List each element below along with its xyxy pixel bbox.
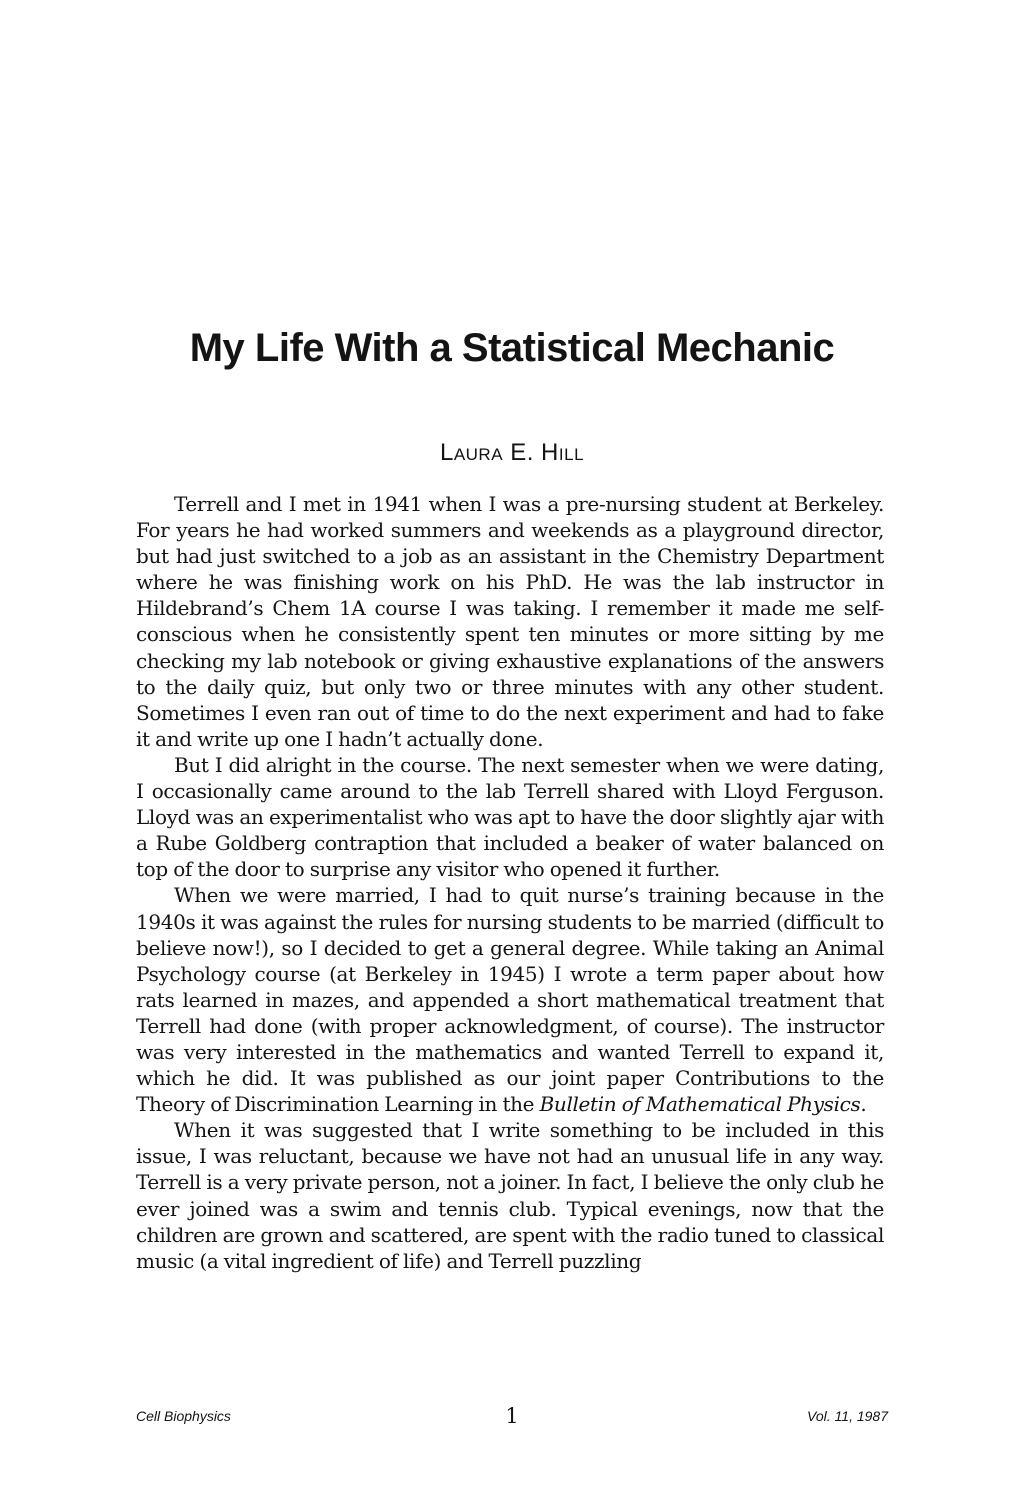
journal-citation: Bulletin of Mathematical Physics: [539, 1092, 861, 1117]
article-title: My Life With a Statistical Mechanic: [189, 326, 835, 370]
page-footer: [136, 1404, 888, 1434]
page-number: 1: [505, 1404, 519, 1428]
author-name: Laura E. Hill: [439, 439, 585, 466]
footer-volume: Vol. 11, 1987: [807, 1408, 888, 1424]
paragraph: Terrell and I met in 1941 when I was a pre-nursing student at Berkeley. For years he had worked summers and weekends as a playground director, but had just switched to a job as an assistant in the Chemistry Department where he was finishing work on his PhD. He was the lab instructor in Hildebrand’s Chem 1A course I was taking. I remember it made me self-conscious when he consistently spent ten minutes or more sitting by me checking my lab notebook or giving exhaustive explanations of the answers to the daily quiz, but only two or three minutes with any other student. Sometimes I even ran out of time to do the next experiment and had to fake it and write up one I hadn’t actually done.: [136, 492, 884, 751]
footer-journal: Cell Biophysics: [136, 1408, 231, 1424]
article-body: [136, 491, 884, 1274]
paragraph-end: .: [860, 1092, 867, 1117]
paragraph-text: When we were married, I had to quit nurse’s training because in the 1940s it was against the rules for nursing students to be married (difficult to believe now!), so I decided to get a general degree. While taking an Animal Psychology course (at Berkeley in 1945) I wrote a term paper about how rats learned in mazes, and appended a short mathematical treatment that Terrell had done (with proper acknowledgment, of course). The instructor was very interested in the mathematics and wanted Terrell to expand it, which he did. It was published as our joint paper Contributions to the Theory of Discrimination Learning in the: [136, 883, 884, 1117]
paragraph: But I did alright in the course. The next semester when we were dating, I occasionally came around to the lab Terrell shared with Lloyd Ferguson. Lloyd was an experimentalist who was apt to have the door slightly ajar with a Rube Goldberg contraption that included a beaker of water balanced on top of the door to surprise any visitor who opened it further.: [136, 752, 884, 882]
paragraph: [136, 882, 884, 1117]
paragraph: When it was suggested that I write something to be included in this issue, I was reluctant, because we have not had an unusual life in any way. Terrell is a very private person, not a joiner. In fact, I believe the only club he ever joined was a swim and tennis club. Typical evenings, now that the children are grown and scattered, are spent with the radio tuned to classical music (a vital ingredient of life) and Terrell puzzling: [136, 1118, 884, 1273]
